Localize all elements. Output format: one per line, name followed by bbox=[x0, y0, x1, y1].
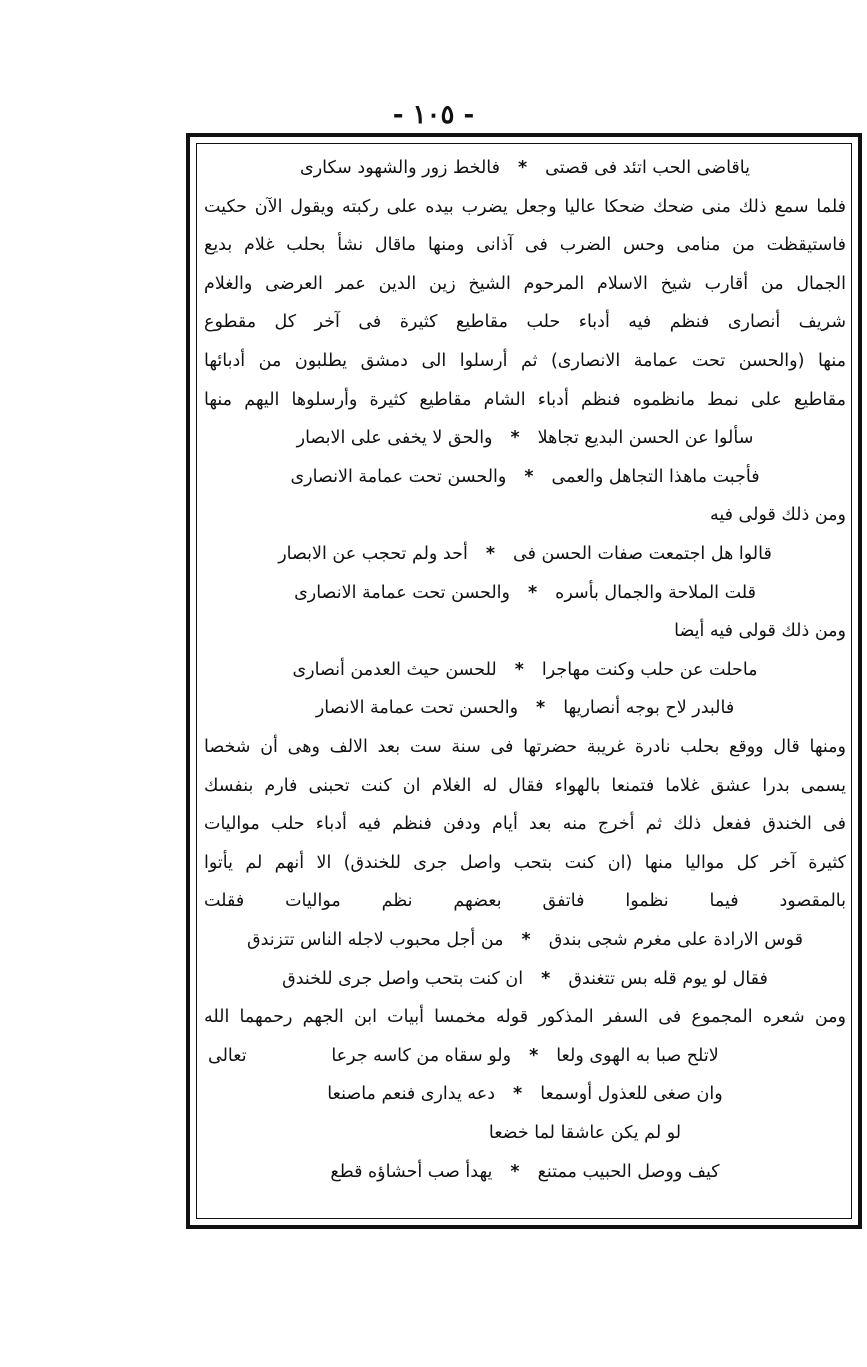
verse-separator-star-icon: * bbox=[541, 969, 551, 989]
verse-single-line: لو لم يكن عاشقا لما خضعا bbox=[488, 1123, 682, 1143]
verse-first-hemistich: سألوا عن الحسن البديع تجاهلا bbox=[537, 428, 754, 448]
verse-first-hemistich: كيف ووصل الحبيب ممتنع bbox=[537, 1162, 720, 1182]
verse-separator-star-icon: * bbox=[529, 1046, 539, 1066]
text-block bbox=[198, 150, 852, 1220]
verse-separator-star-icon: * bbox=[485, 544, 495, 564]
verse-line bbox=[198, 459, 852, 495]
verse-second-hemistich: أحد ولم تحجب عن الابصار bbox=[278, 544, 468, 564]
verse-lead-word: تعالى bbox=[208, 1046, 247, 1066]
verse-separator-star-icon: * bbox=[528, 583, 538, 603]
verse-first-hemistich: فأجبت ماهذا التجاهل والعمى bbox=[551, 467, 760, 487]
heading-line: ومن ذلك قولى فيه أيضا bbox=[674, 621, 846, 641]
prose-line: يسمى بدرا عشق غلاما فتمنعا بالهواء فقال له الغلام ان كنت تحبنى فارم بنفسك bbox=[204, 776, 846, 796]
verse-first-hemistich: وان صغى للعذول أوسمعا bbox=[540, 1084, 723, 1104]
prose-line: شريف أنصارى فنظم فيه أدباء حلب مقاطيع كثيرة فى آخر كل مقطوع bbox=[204, 312, 846, 332]
verse-line bbox=[198, 1154, 852, 1190]
verse-line bbox=[198, 1038, 852, 1074]
verse-first-hemistich: لاتلح صبا به الهوى ولعا bbox=[556, 1046, 719, 1066]
prose-line: ومنها قال ووقع بحلب نادرة غريبة حضرتها فى سنة ست بعد الالف وهى أن شخصا bbox=[204, 737, 846, 757]
verse-second-hemistich: ولو سقاه من كاسه جرعا bbox=[331, 1046, 512, 1066]
verse-first-hemistich: ماحلت عن حلب وكنت مهاجرا bbox=[541, 660, 758, 680]
prose-line: بالمقصود فيما نظموا فاتفق بعضهم نظم مواليات فقلت bbox=[204, 891, 846, 911]
verse-second-hemistich: والحسن تحت عمامة الانصارى bbox=[294, 583, 510, 603]
verse-first-hemistich: قالوا هل اجتمعت صفات الحسن فى bbox=[512, 544, 772, 564]
verse-first-hemistich: قوس الارادة على مغرم شجى بندق bbox=[548, 930, 803, 950]
verse-separator-star-icon: * bbox=[524, 467, 534, 487]
prose-line: فلما سمع ذلك منى ضحك ضحكا عاليا وجعل يضرب بيده على ركبته ويقول الآن حكيت bbox=[204, 197, 846, 217]
prose-line: كثيرة آخر كل مواليا منها (ان كنت بتحب واصل جرى للخندق) الا أنهم لم يأتوا bbox=[204, 853, 846, 873]
verse-second-hemistich: من أجل محبوب لاجله الناس تتزندق bbox=[247, 930, 504, 950]
prose-line: فاستيقظت من منامى وحس الضرب فى آذانى ومنها ماقال نشأ بحلب غلام بديع bbox=[204, 235, 846, 255]
verse-first-hemistich: فقال لو يوم قله بس تتغندق bbox=[568, 969, 768, 989]
heading-line: ومن ذلك قولى فيه bbox=[709, 505, 846, 525]
verse-first-hemistich: فالبدر لاح بوجه أنصاريها bbox=[563, 698, 735, 718]
prose-line: الجمال من أقارب شيخ الاسلام المرحوم الشيخ زين الدين عمر العرضى والغلام bbox=[204, 274, 846, 294]
verse-separator-star-icon: * bbox=[510, 1162, 520, 1182]
verse-line bbox=[198, 1076, 852, 1112]
verse-second-hemistich: والحسن تحت عمامة الانصارى bbox=[290, 467, 507, 487]
verse-line bbox=[198, 652, 852, 688]
prose-line: فى الخندق ففعل ذلك ثم أخرج منه بعد أيام ودفن فنظم فيه أدباء حلب مواليات bbox=[204, 814, 846, 834]
verse-line bbox=[198, 922, 852, 958]
prose-line: منها (والحسن تحت عمامة الانصارى) ثم أرسلوا الى دمشق يطلبون من أدبائها bbox=[204, 351, 846, 371]
verse-separator-star-icon: * bbox=[517, 158, 528, 178]
prose-line: مقاطيع على نمط مانظموه فنظم أدباء الشام مقاطيع كثيرة وأرسلوها اليهم منها bbox=[204, 390, 846, 410]
verse-second-hemistich: فالخط زور والشهود سكارى bbox=[300, 158, 500, 178]
verse-separator-star-icon: * bbox=[514, 660, 524, 680]
verse-second-hemistich: والحق لا يخفى على الابصار bbox=[296, 428, 493, 448]
page-number: - ١٠٥ - bbox=[392, 100, 475, 130]
verse-second-hemistich: يهدأ صب أحشاؤه قطع bbox=[330, 1162, 493, 1182]
verse-line bbox=[198, 690, 852, 726]
verse-separator-star-icon: * bbox=[521, 930, 531, 950]
verse-first-hemistich: ياقاضى الحب اتئد فى قصتى bbox=[545, 158, 750, 178]
verse-separator-star-icon: * bbox=[513, 1084, 523, 1104]
verse-second-hemistich: والحسن تحت عمامة الانصار bbox=[315, 698, 519, 718]
verse-separator-star-icon: * bbox=[536, 698, 546, 718]
verse-line bbox=[198, 536, 852, 572]
verse-line bbox=[198, 575, 852, 611]
verse-second-hemistich: للحسن حيث العدمن أنصارى bbox=[292, 660, 497, 680]
verse-separator-star-icon: * bbox=[510, 428, 520, 448]
verse-line bbox=[198, 150, 852, 186]
verse-second-hemistich: دعه يدارى فنعم ماصنعا bbox=[327, 1084, 496, 1104]
verse-second-hemistich: ان كنت بتحب واصل جرى للخندق bbox=[282, 969, 524, 989]
prose-line: ومن شعره المجموع فى السفر المذكور قوله مخمسا أبيات ابن الجهم رحمهما الله bbox=[204, 1007, 846, 1027]
verse-first-hemistich: قلت الملاحة والجمال بأسره bbox=[555, 583, 756, 603]
verse-line bbox=[198, 961, 852, 997]
verse-line bbox=[198, 420, 852, 456]
